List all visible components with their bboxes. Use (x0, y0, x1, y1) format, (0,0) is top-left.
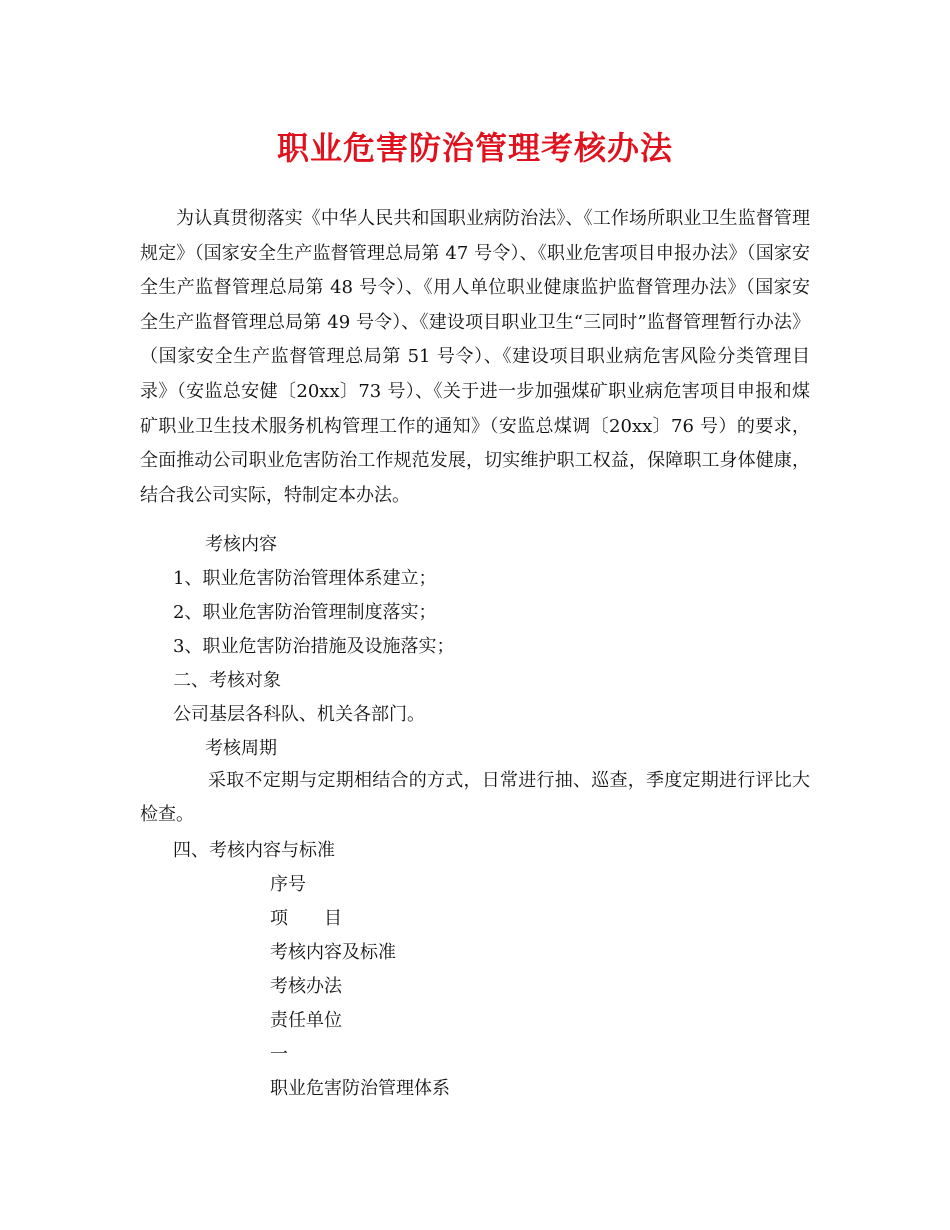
section-object-heading: 二、考核对象 (173, 670, 281, 691)
section-standard-heading: 四、考核内容与标准 (173, 840, 335, 861)
object-text: 公司基层各科队、机关各部门。 (173, 704, 425, 725)
content-item-1: 1、职业危害防治管理体系建立； (173, 568, 437, 589)
intro-paragraph: 为认真贯彻落实《中华人民共和国职业病防治法》、《工作场所职业卫生监督管理规定》（国家安全生产监督管理总局第 47 号令）、《职业危害项目申报办法》（国家安全生产监督管理总局第 48 号令）、《用人单位职业健康监护监督管理办法》（国家安全生产监督管理总局第 49 号令）、《建设项目职业卫生“三同时”监督管理暂行办法》（国家安全生产监督管理总局第 51 号令）、《建设项目职业病危害风险分类管理目录》（安监总安健〔20xx〕73 号）、《关于进一步加强煤矿职业病危害项目申报和煤矿职业卫生技术服务机构管理工作的通知》（安监总煤调〔20xx〕76 号）的要求，全面推动公司职业危害防治工作规范发展，切实维护职工权益，保障职工身体健康，结合我公司实际，特制定本办法。 (140, 208, 810, 506)
period-text: 采取不定期与定期相结合的方式，日常进行抽、巡查，季度定期进行评比大检查。 (140, 770, 810, 825)
table-cell-content-header: 考核内容及标准 (270, 942, 396, 963)
content-item-2: 2、职业危害防治管理制度落实； (173, 602, 437, 623)
table-cell-method-header: 考核办法 (270, 976, 342, 997)
table-cell-row-item: 职业危害防治管理体系 (270, 1078, 450, 1099)
table-cell-serial-header: 序号 (270, 874, 306, 895)
section-content-heading: 考核内容 (205, 534, 277, 555)
content-item-3: 3、职业危害防治措施及设施落实； (173, 636, 455, 657)
document-title: 职业危害防治管理考核办法 (276, 129, 673, 167)
table-cell-unit-header: 责任单位 (270, 1010, 342, 1031)
table-cell-item-header: 项 目 (270, 908, 342, 929)
section-period-heading: 考核周期 (205, 738, 277, 759)
table-cell-row-number: 一 (270, 1044, 288, 1065)
